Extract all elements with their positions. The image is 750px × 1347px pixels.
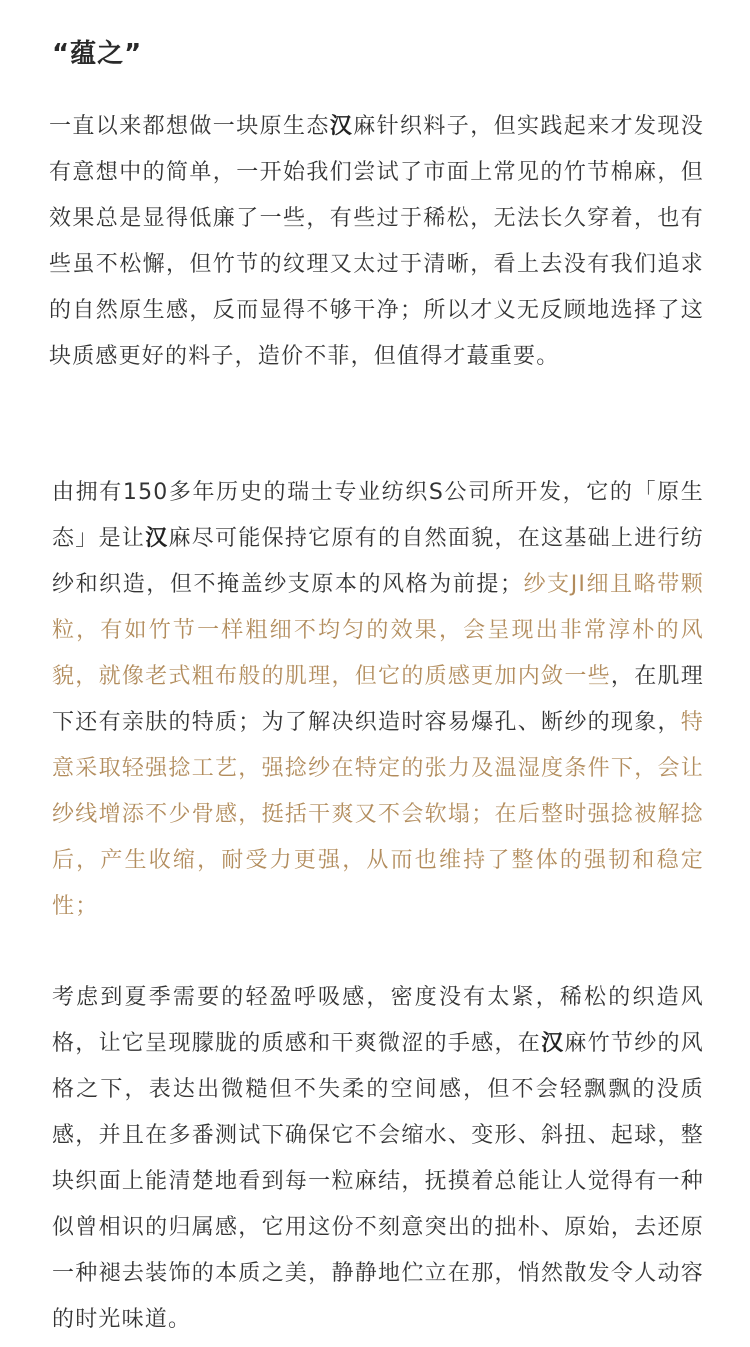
paragraph-3-han-bold: 汉 [541, 1031, 565, 1056]
article-title: “蕴之” [52, 39, 143, 69]
paragraph-2-text-3: ，在肌理下还有亲肤的特质；为了解决织造时容易爆孔、断纱的现象， [52, 664, 704, 735]
paragraph-1-text-1: 一直以来都想做一块原生态 [49, 114, 330, 139]
paragraph-2-text-1: 由拥有150多年历史的瑞士专业纺织S公司所开发，它的「原生态」是让 [52, 480, 704, 551]
paragraph-3 [52, 975, 704, 1343]
paragraph-3-text-2: 麻竹节纱的风格之下，表达出微糙但不失柔的空间感，但不会轻飘飘的没质感，并且在多番测试下确保它不会缩水、变形、斜扭、起球，整块织面上能清楚地看到每一粒麻结，抚摸着总能让人觉得有一种似曾相识的归属感，它用这份不刻意突出的拙朴、原始，去还原一种褪去装饰的本质之美，静静地伫立在那，悄然散发令人动容的时光味道。 [52, 1031, 705, 1332]
paragraph-2-text-2: 麻尽可能保持它原有的自然面貌，在这基础上进行纺纱和织造，但不掩盖纱支原本的风格为前提； [52, 526, 704, 597]
paragraph-2-highlight-1: 纱支JI细且略带颗粒，有如竹节一样粗细不均匀的效果，会呈现出非常淳朴的风貌，就像老式粗布般的肌理，但它的质感更加内敛一些 [52, 572, 704, 689]
paragraph-2 [52, 470, 704, 930]
paragraph-1-text-2: 麻针织料子，但实践起来才发现没有意想中的简单，一开始我们尝试了市面上常见的竹节棉麻，但效果总是显得低廉了一些，有些过于稀松，无法长久穿着，也有些虽不松懈，但竹节的纹理又太过于清晰，看上去没有我们追求的自然原生感，反而显得不够干净；所以才义无反顾地选择了这块质感更好的料子，造价不菲，但值得才蕞重要。 [49, 114, 704, 369]
paragraph-2-han-bold: 汉 [145, 526, 169, 551]
paragraph-3-text-1: 考虑到夏季需要的轻盈呼吸感，密度没有太紧，稀松的织造风格，让它呈现朦胧的质感和干爽微涩的手感，在 [52, 985, 704, 1056]
paragraph-1-han-bold: 汉 [329, 114, 354, 139]
paragraph-1 [49, 104, 704, 380]
paragraph-2-highlight-2: 特意采取轻强捻工艺，强捻纱在特定的张力及温湿度条件下，会让纱线增添不少骨感，挺括干爽又不会软塌；在后整时强捻被解捻后，产生收缩，耐受力更强，从而也维持了整体的强韧和稳定性； [52, 710, 704, 919]
